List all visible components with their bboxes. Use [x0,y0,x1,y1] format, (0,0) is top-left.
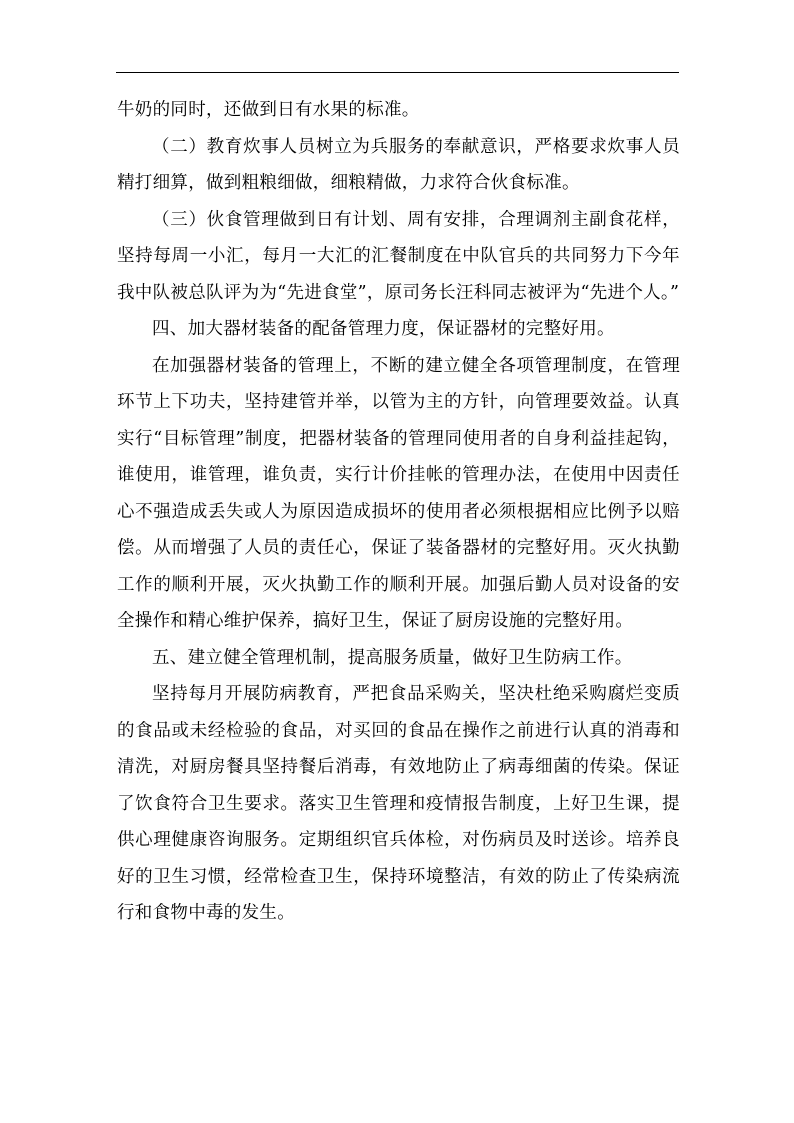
paragraph-equipment-management: 在加强器材装备的管理上，不断的建立健全各项管理制度，在管理环节上下功夫，坚持建管并举，以管为主的方针，向管理要效益。认真实行“目标管理”制度，把器材装备的管理同使用者的自身利益挂起钩，谁使用，谁管理，谁负责，实行计价挂帐的管理办法，在使用中因责任心不强造成丢失或人为原因造成损坏的使用者必须根据相应比例予以赔偿。从而增强了人员的责任心，保证了装备器材的完整好用。灭火执勤工作的顺利开展，灭火执勤工作的顺利开展。加强后勤人员对设备的安全操作和精心维护保养，搞好卫生，保证了厨房设施的完整好用。 [117,355,680,631]
header-rule [116,72,679,73]
paragraph-health-prevention: 坚持每月开展防病教育，严把食品采购关，坚决杜绝采购腐烂变质的食品或未经检验的食品，对买回的食品在操作之前进行认真的消毒和清洗，对厨房餐具坚持餐后消毒，有效地防止了病毒细菌的传染。保证了饮食符合卫生要求。落实卫生管理和疫情报告制度，上好卫生课，提供心理健康咨询服务。定期组织官兵体检，对伤病员及时送诊。培养良好的卫生习惯，经常检查卫生，保持环境整洁，有效的防止了传染病流行和食物中毒的发生。 [117,684,680,923]
paragraph-continuation: 牛奶的同时，还做到日有水果的标准。 [117,100,420,120]
paragraph-item-3: （三）伙食管理做到日有计划、周有安排，合理调剂主副食花样，坚持每周一小汇，每月一大汇的汇餐制度在中队官兵的共同努力下今年我中队被总队评为为“先进食堂”，原司务长汪科同志被评为“先进个人。” [117,209,680,303]
paragraph-item-2: （二）教育炊事人员树立为兵服务的奉献意识，严格要求炊事人员精打细算，做到粗粮细做，细粮精做，力求符合伙食标准。 [117,136,680,193]
section-heading-5: 五、建立健全管理机制，提高服务质量，做好卫生防病工作。 [152,647,633,668]
document-body [117,92,680,932]
section-heading-4: 四、加大器材装备的配备管理力度，保证器材的完整好用。 [152,319,615,339]
